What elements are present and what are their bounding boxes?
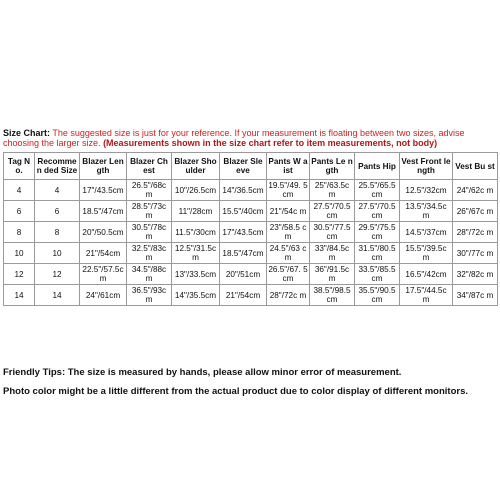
table-row [4,222,498,243]
size-advice-note: The suggested size is just for your reference. If your measurement is floating between two sizes, advise choosing the larger size. [3,128,465,148]
table-cell: 13"/33.5cm [172,264,220,285]
table-cell: 23"/58.5 cm [267,222,310,243]
header-vest-front-length: Vest Front length [400,153,453,180]
table-cell: 26"/67c m [453,201,498,222]
table-cell: 25"/63.5c m [310,180,355,201]
table-cell: 12.5"/32cm [400,180,453,201]
header-blazer-chest: Blazer Ch est [127,153,172,180]
table-cell: 21"/54c m [267,201,310,222]
table-cell: 15.5"/39.5c m [400,243,453,264]
table-cell: 33.5"/85.5 cm [355,264,400,285]
table-cell: 30"/77c m [453,243,498,264]
header-tag-no: Tag N o. [4,153,35,180]
table-cell: 30.5"/78c m [127,222,172,243]
table-cell: 10 [35,243,80,264]
table-cell: 14 [35,285,80,306]
table-cell: 24.5"/63 cm [267,243,310,264]
table-cell: 14"/35.5cm [172,285,220,306]
table-row [4,201,498,222]
table-cell: 6 [4,201,35,222]
table-row [4,180,498,201]
table-cell: 32.5"/83c m [127,243,172,264]
table-cell: 18.5"/47cm [80,201,127,222]
table-header-row [4,153,498,180]
header-blazer-sleeve: Blazer Sle eve [220,153,267,180]
table-cell: 14"/36.5cm [220,180,267,201]
table-cell: 14.5"/37cm [400,222,453,243]
table-cell: 26.5"/68c m [127,180,172,201]
table-cell: 15.5"/40cm [220,201,267,222]
table-cell: 29.5"/75.5 cm [355,222,400,243]
table-cell: 27.5"/70.5 cm [355,201,400,222]
table-cell: 12.5"/31.5c m [172,243,220,264]
table-cell: 11"/28cm [172,201,220,222]
table-cell: 8 [35,222,80,243]
table-cell: 19.5"/49. 5cm [268,181,308,199]
table-cell: 20"/50.5cm [80,222,127,243]
table-cell: 13.5"/34.5c m [400,201,453,222]
table-cell: 33"/84.5c m [310,243,355,264]
table-cell: 36.5"/93c m [127,285,172,306]
table-cell: 24"/61cm [80,285,127,306]
table-row [4,243,498,264]
header-recommended-size: Recommen ded Size [35,153,80,180]
table-cell: 28.5"/73c m [127,201,172,222]
friendly-tips: Friendly Tips: The size is measured by hands, please allow minor error of measurement. [3,367,402,378]
table-cell: 26.5"/67. 5cm [268,265,308,283]
table-cell: 27.5"/70.5 cm [310,201,355,222]
table-cell: 38.5"/98.5 cm [310,285,355,306]
header-pants-length: Pants Le ngth [310,153,355,180]
header-pants-waist: Pants W aist [267,153,310,180]
table-cell: 21"/54cm [220,285,267,306]
table-cell: 24"/62c m [453,180,498,201]
table-cell: 22.5"/57.5c m [80,264,127,285]
table-cell: 28"/72c m [267,285,310,306]
table-cell: 30.5"/77.5 cm [310,222,355,243]
table-cell: 6 [35,201,80,222]
table-cell: 20"/51cm [220,264,267,285]
table-cell: 18.5"/47cm [220,243,267,264]
table-cell: 4 [4,180,35,201]
table-cell: 34"/87c m [453,285,498,306]
table-cell: 17"/43.5cm [220,222,267,243]
table-cell: 17"/43.5cm [80,180,127,201]
header-vest-bust: Vest Bu st [453,153,498,180]
table-cell: 10 [4,243,35,264]
table-cell: 12 [4,264,35,285]
table-cell: 4 [35,180,80,201]
table-cell: 31.5"/80.5 cm [355,243,400,264]
table-cell: 14 [4,285,35,306]
table-cell: 25.5"/65.5 cm [355,180,400,201]
table-cell: 11.5"/30cm [172,222,220,243]
table-cell: 10"/26.5cm [172,180,220,201]
table-cell: 34.5"/88c m [127,264,172,285]
table-cell: 17.5"/44.5c m [400,285,453,306]
table-cell: 35.5"/90.5 cm [355,285,400,306]
table-cell: 21"/54cm [80,243,127,264]
table-cell: 8 [4,222,35,243]
header-pants-hip: Pants Hip [355,153,400,180]
header-blazer-shoulder: Blazer Sho ulder [172,153,220,180]
size-chart-intro [3,128,497,148]
header-blazer-length: Blazer Len gth [80,153,127,180]
color-disclaimer: Photo color might be a little different from the actual product due to color display of different monitors. [3,386,468,397]
size-chart-label: Size Chart: [3,128,51,138]
table-row [4,264,498,285]
measurement-note: (Measurements shown in the size chart refer to item measurements, not body) [103,138,438,148]
table-cell: 28"/72c m [453,222,498,243]
table-cell: 12 [35,264,80,285]
table-cell: 16.5"/42cm [400,264,453,285]
table-cell: 36"/91.5c m [310,264,355,285]
size-chart-table [3,152,498,306]
table-row [4,285,498,306]
table-cell: 32"/82c m [453,264,498,285]
